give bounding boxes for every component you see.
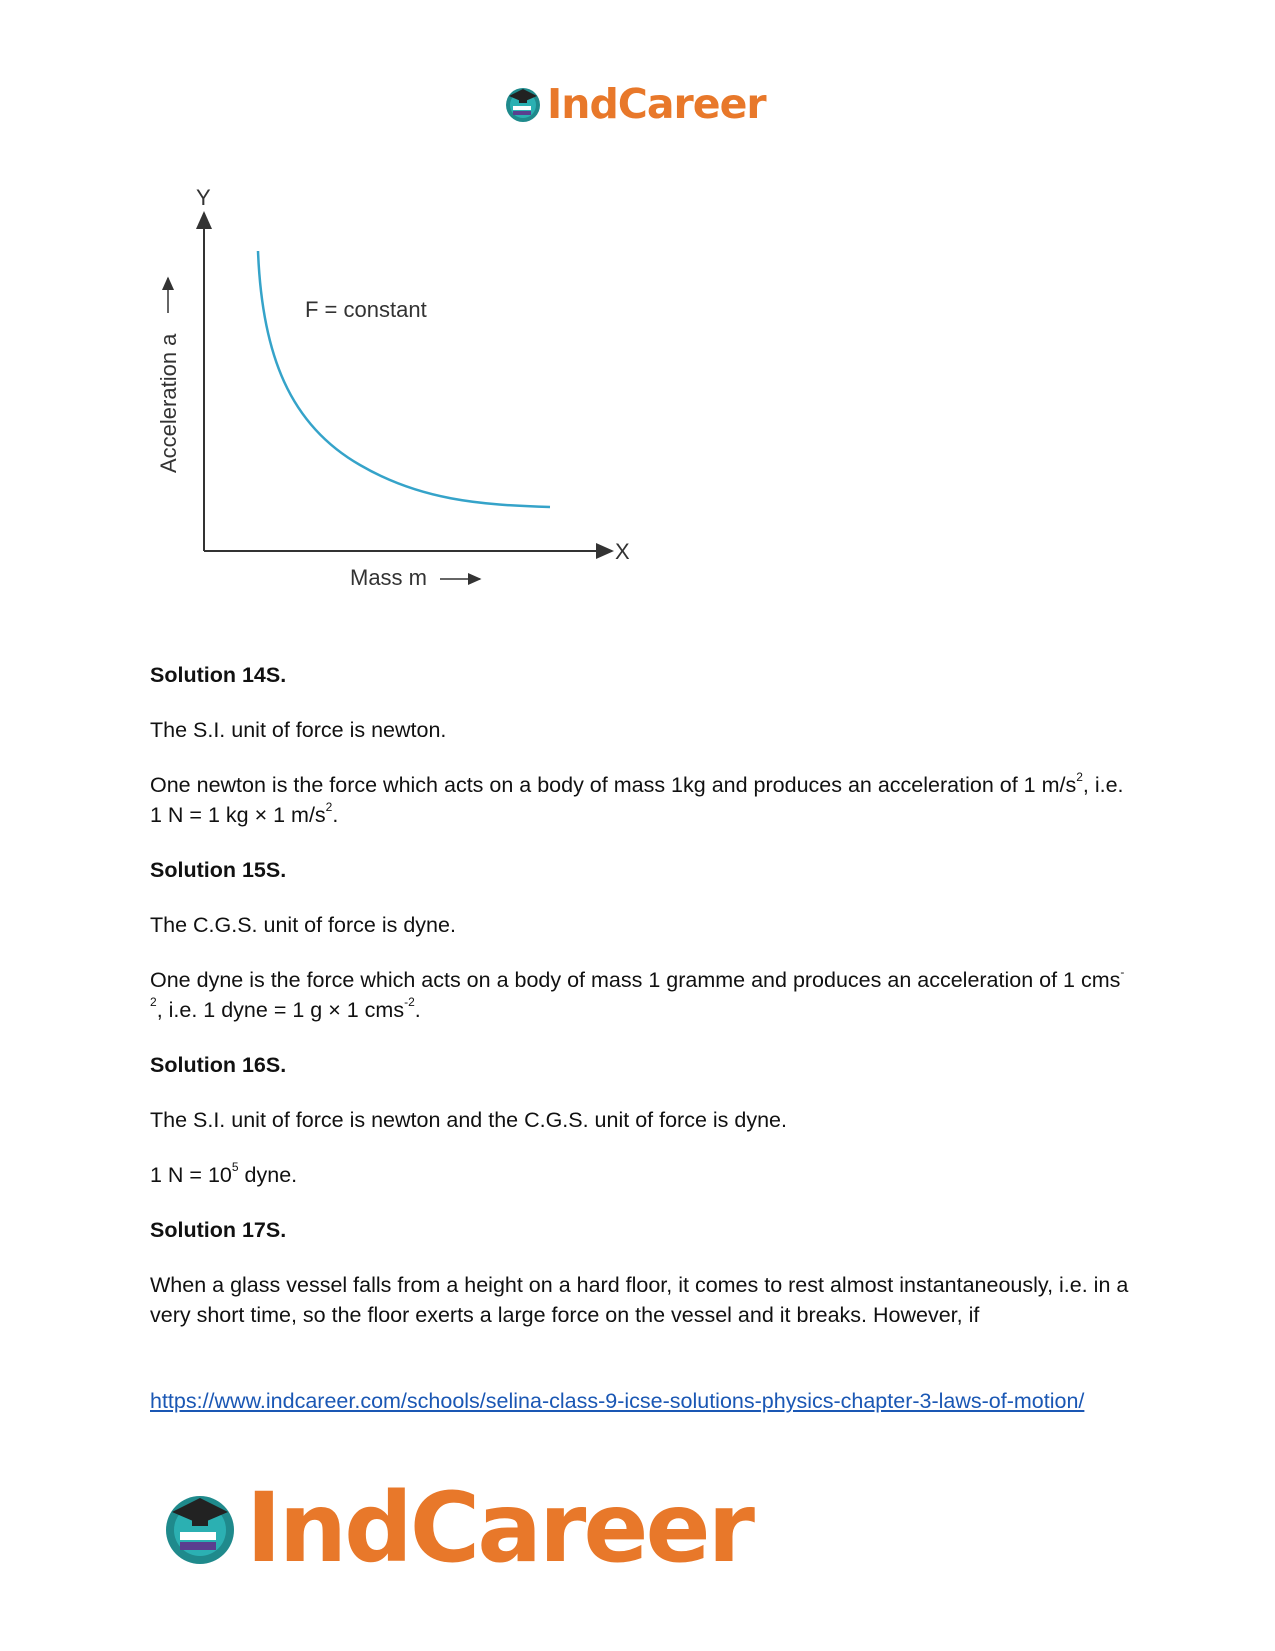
inverse-curve [258, 251, 550, 507]
x-axis-letter: X [615, 539, 630, 564]
paragraph: The S.I. unit of force is newton. [150, 718, 447, 742]
x-axis-label: Mass m [350, 565, 427, 590]
graduation-globe-icon [503, 84, 543, 124]
paragraph: One dyne is the force which acts on a body of mass 1 gramme and produces an acceleration of 1 cms$^{-2}$, i.e. 1 dyne = 1 g × 1 cms$^{-2}$. [150, 964, 1125, 1022]
paragraph: The C.G.S. unit of force is dyne. [150, 913, 456, 937]
solution-heading: Solution 17S. [150, 1218, 287, 1242]
y-axis-letter: Y [196, 185, 211, 210]
solution-heading: Solution 16S. [150, 1053, 287, 1077]
solution-heading: Solution 14S. [150, 663, 287, 687]
graduation-globe-icon [160, 1488, 240, 1568]
paragraph: When a glass vessel falls from a height on a hard floor, it comes to rest almost instantaneously, i.e. in a very short time, so the floor exerts a large force on the vessel and it breaks. However, if [150, 1273, 1129, 1327]
paragraph: The S.I. unit of force is newton and the C.G.S. unit of force is dyne. [150, 1108, 787, 1132]
indcareer-logo-top [503, 80, 766, 128]
indcareer-logo-bottom [160, 1472, 752, 1584]
acceleration-mass-graph [150, 185, 650, 610]
source-url-link[interactable]: https://www.indcareer.com/schools/selina-class-9-icse-solutions-physics-chapter-3-laws-of-motion/ [150, 1389, 1085, 1413]
y-axis-label: Acceleration a [156, 333, 181, 473]
brand-name: IndCareer [246, 1472, 752, 1584]
paragraph: One newton is the force which acts on a body of mass 1kg and produces an acceleration of 1 $m/s^2$, i.e. 1 N = 1 kg × 1 $m/s^2$. [150, 769, 1124, 827]
solutions-content [150, 660, 1130, 1355]
solution-heading: Solution 15S. [150, 858, 287, 882]
paragraph: 1 $N = 10^5$ dyne. [150, 1159, 298, 1187]
brand-name: IndCareer [547, 80, 766, 128]
curve-label: F = constant [305, 297, 427, 322]
